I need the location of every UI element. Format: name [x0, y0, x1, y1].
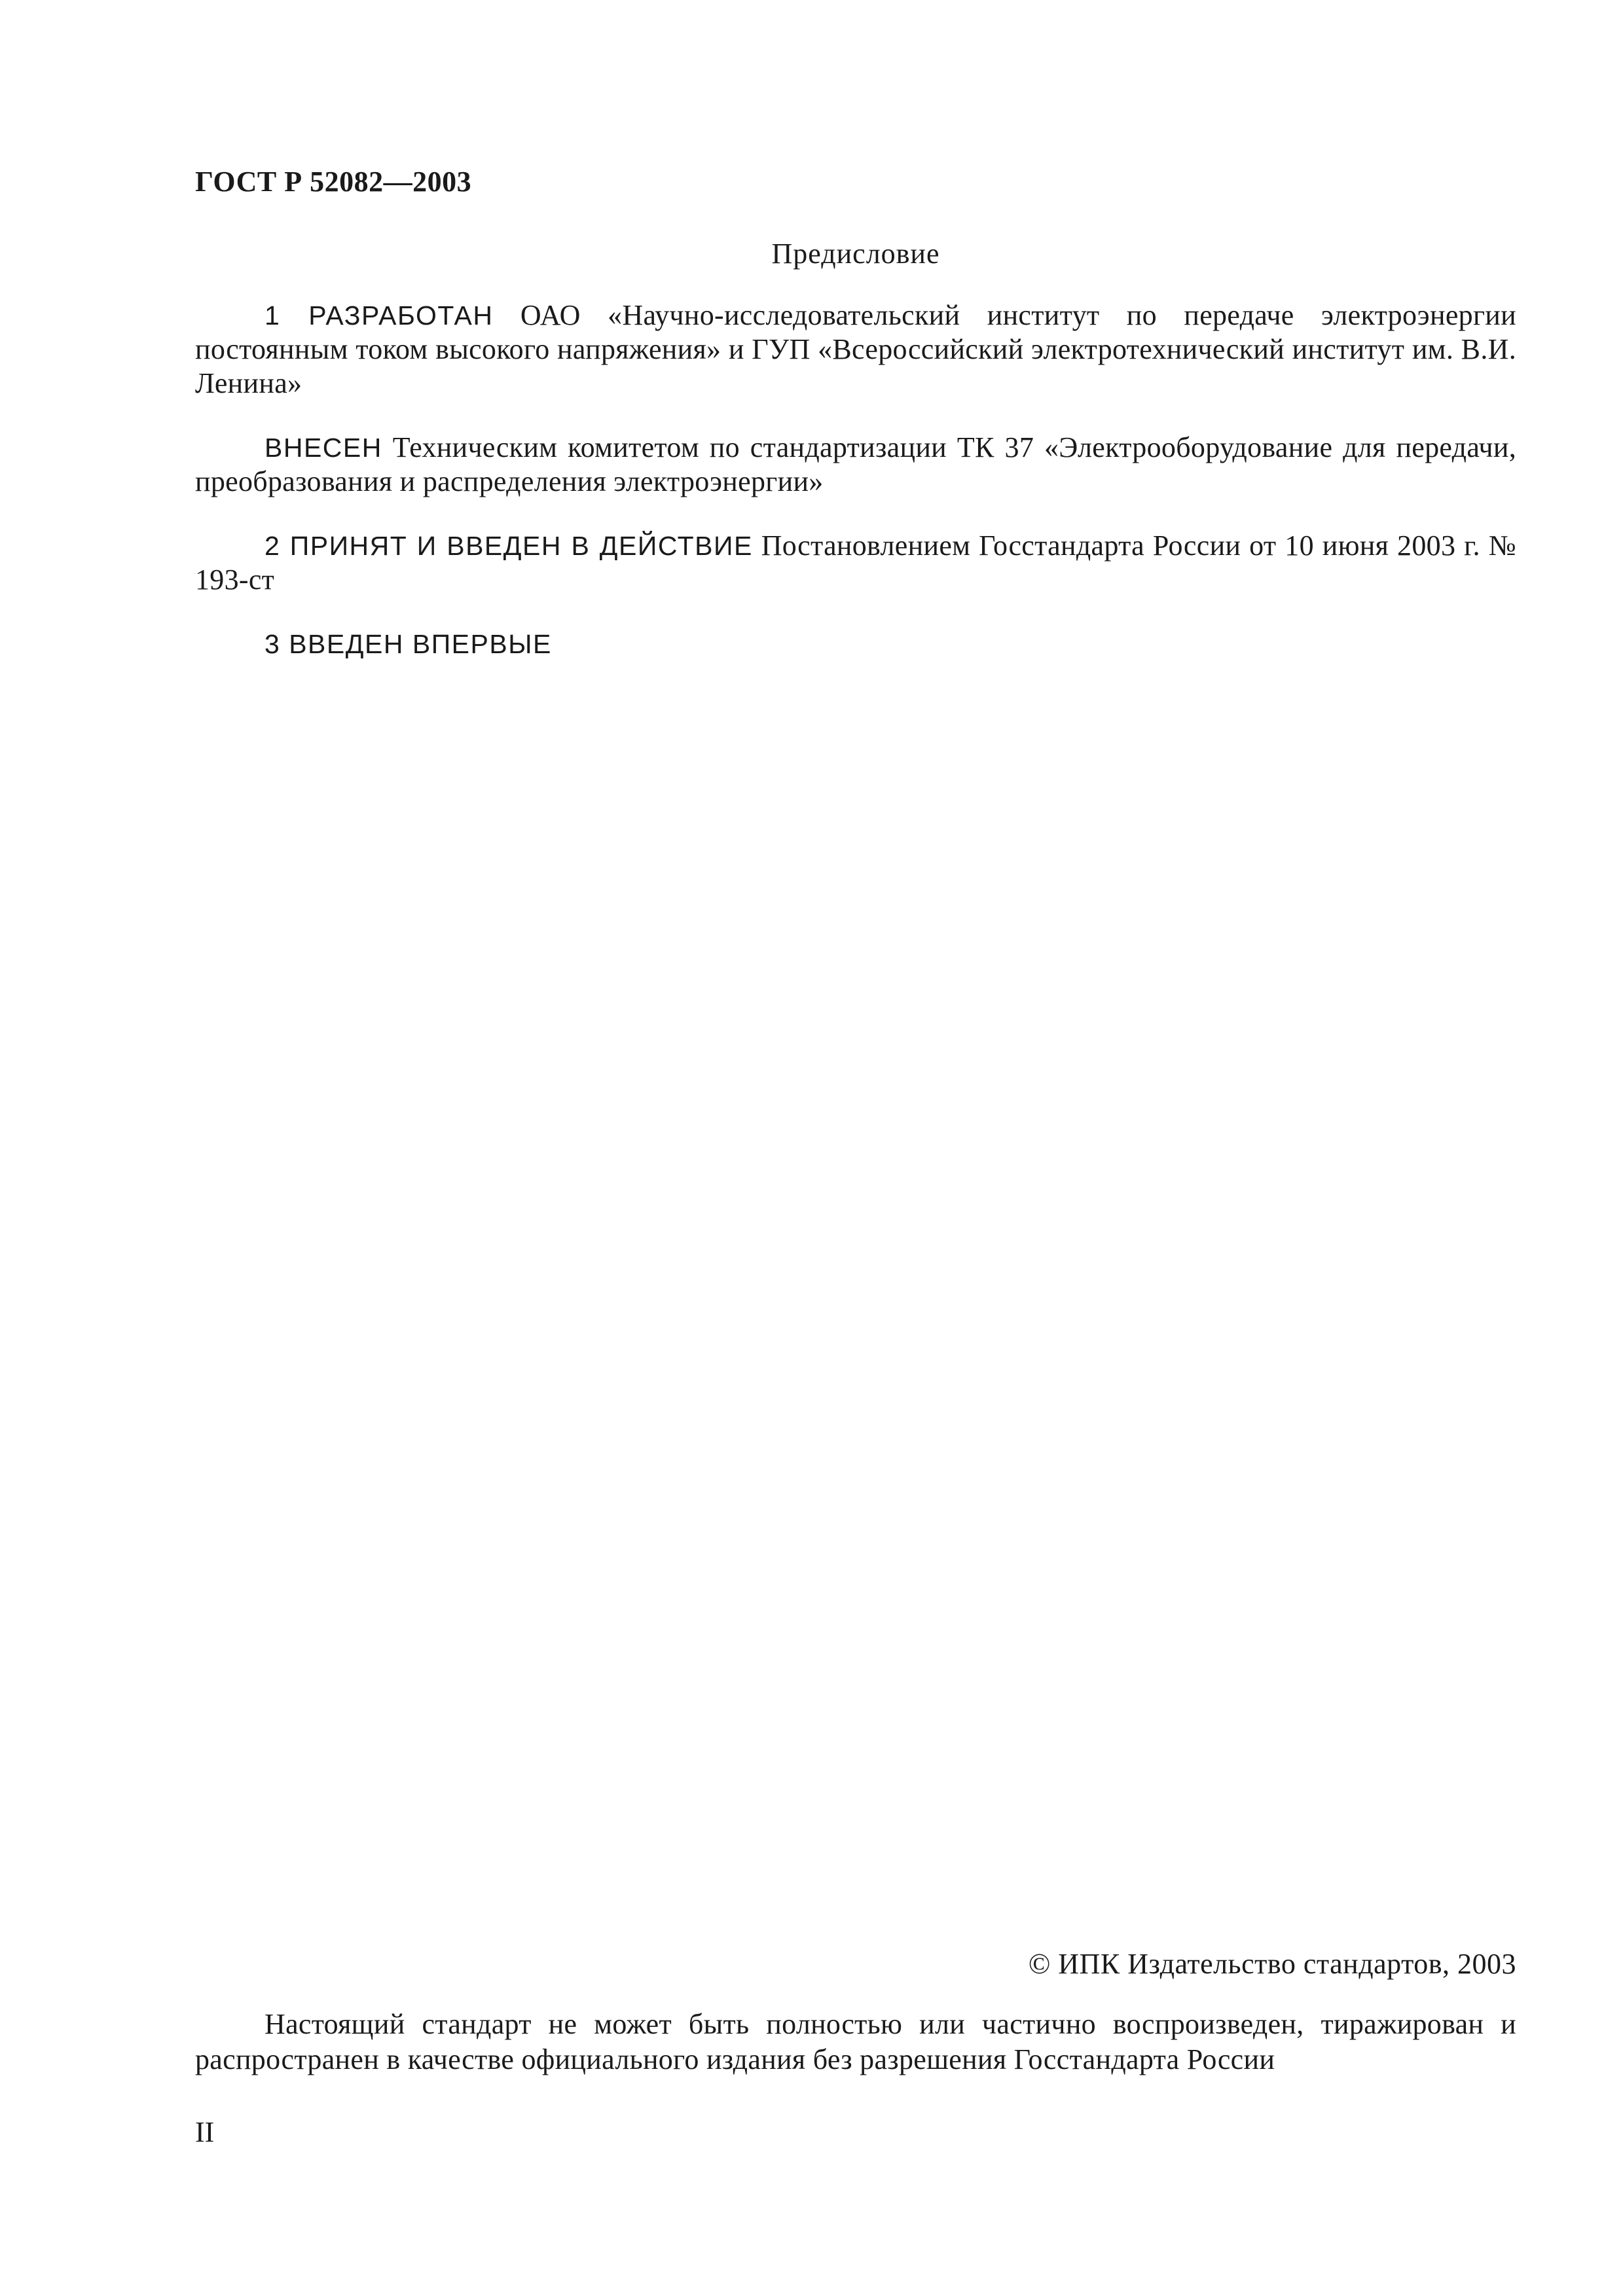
paragraph-adopted-text: Постановлением Госстандарта России от 10 июня 2003 г. № 193-ст — [195, 529, 1516, 596]
copyright-line: © ИПК Издательство стандартов, 2003 — [1028, 1948, 1516, 1980]
reproduction-notice: Настоящий стандарт не может быть полностью или частично воспроизведен, тиражирован и распространен в качестве официального издания без разрешения Госстандарта России — [195, 2008, 1516, 2075]
paragraph-first-introduced-lead: 3 ВВЕДЕН ВПЕРВЫЕ — [264, 629, 552, 659]
paragraph-submitted — [195, 431, 1516, 499]
document-code: ГОСТ Р 52082—2003 — [195, 166, 472, 198]
paragraph-adopted — [195, 529, 1516, 597]
paragraph-submitted-lead: ВНЕСЕН — [264, 433, 382, 463]
paragraph-developed-lead: 1 РАЗРАБОТАН — [264, 300, 494, 331]
paragraph-adopted-lead: 2 ПРИНЯТ И ВВЕДЕН В ДЕЙСТВИЕ — [264, 531, 753, 561]
page-number: II — [195, 2116, 215, 2148]
paragraph-developed — [195, 298, 1516, 401]
foreword-title: Предисловие — [771, 238, 940, 270]
paragraph-developed-text: ОАО «Научно-исследовательский институт по передаче электроэнергии постоянным током высокого напряжения» и ГУП «Всероссийский электротехнический институт им. В.И. Ленина» — [195, 299, 1516, 399]
foreword-body — [195, 298, 1516, 691]
paragraph-submitted-text: Техническим комитетом по стандартизации ТК 37 «Электрооборудование для передачи, преобразования и распределения электроэнергии» — [195, 431, 1516, 497]
paragraph-first-introduced — [195, 627, 1516, 661]
